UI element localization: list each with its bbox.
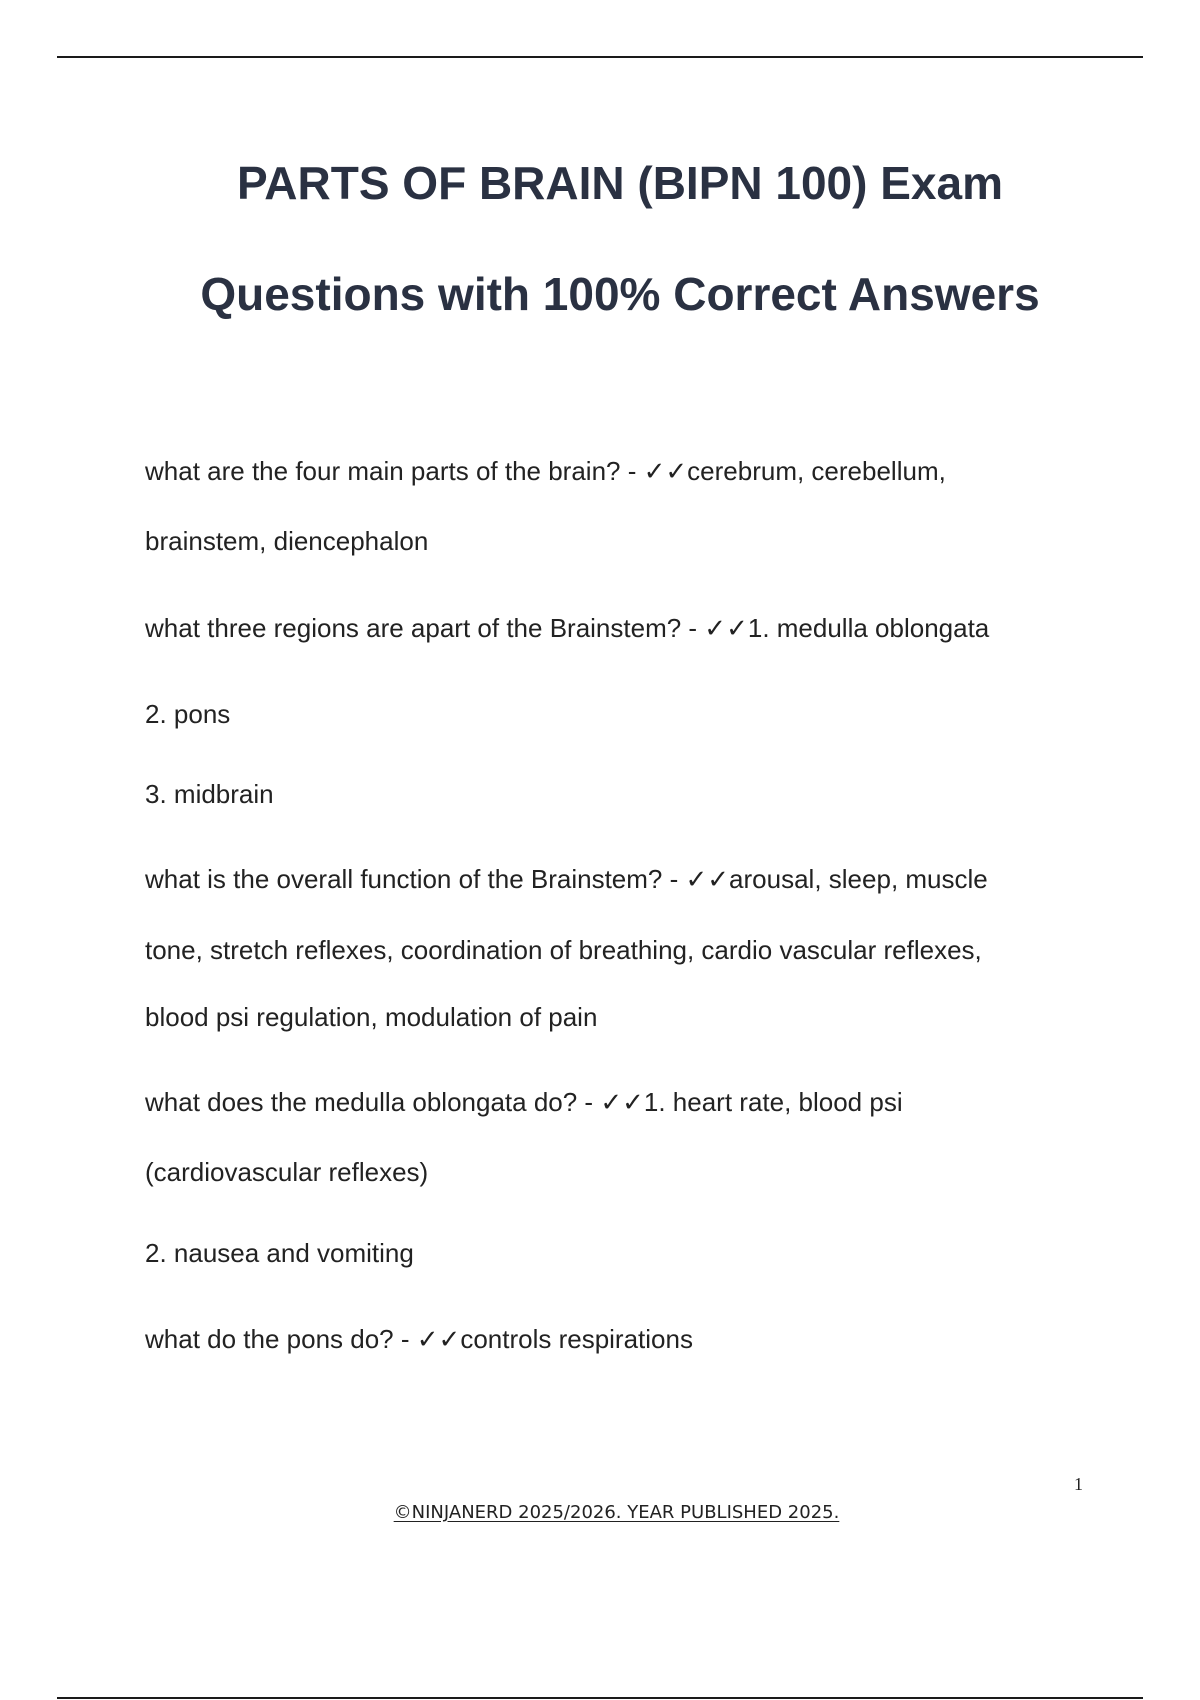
- answer-line: 2. nausea and vomiting: [145, 1238, 414, 1268]
- page-number: 1: [1074, 1474, 1083, 1494]
- answer-line: 2. pons: [145, 699, 231, 729]
- question-line: what are the four main parts of the brain? - ✓✓cerebrum, cerebellum,: [145, 456, 946, 486]
- answer-line: tone, stretch reflexes, coordination of breathing, cardio vascular reflexes,: [145, 935, 982, 965]
- answer-line: (cardiovascular reflexes): [145, 1157, 429, 1187]
- answer-line: blood psi regulation, modulation of pain: [145, 1002, 598, 1032]
- answer-line: brainstem, diencephalon: [145, 526, 429, 556]
- answer-line: 3. midbrain: [145, 779, 274, 809]
- question-line: what do the pons do? - ✓✓controls respirations: [145, 1324, 693, 1354]
- title-line-2: Questions with 100% Correct Answers: [200, 268, 1040, 320]
- title-line-1: PARTS OF BRAIN (BIPN 100) Exam: [237, 157, 1003, 209]
- copyright-footer: [0, 1502, 1200, 1523]
- question-line: what three regions are apart of the Brainstem? - ✓✓1. medulla oblongata: [145, 613, 990, 643]
- question-line: what is the overall function of the Brainstem? - ✓✓arousal, sleep, muscle: [145, 864, 988, 894]
- bottom-rule: [57, 1697, 1143, 1699]
- question-line: what does the medulla oblongata do? - ✓✓1. heart rate, blood psi: [145, 1087, 903, 1117]
- footer-text: ©NINJANERD 2025/2026. YEAR PUBLISHED 2025.: [393, 1502, 840, 1523]
